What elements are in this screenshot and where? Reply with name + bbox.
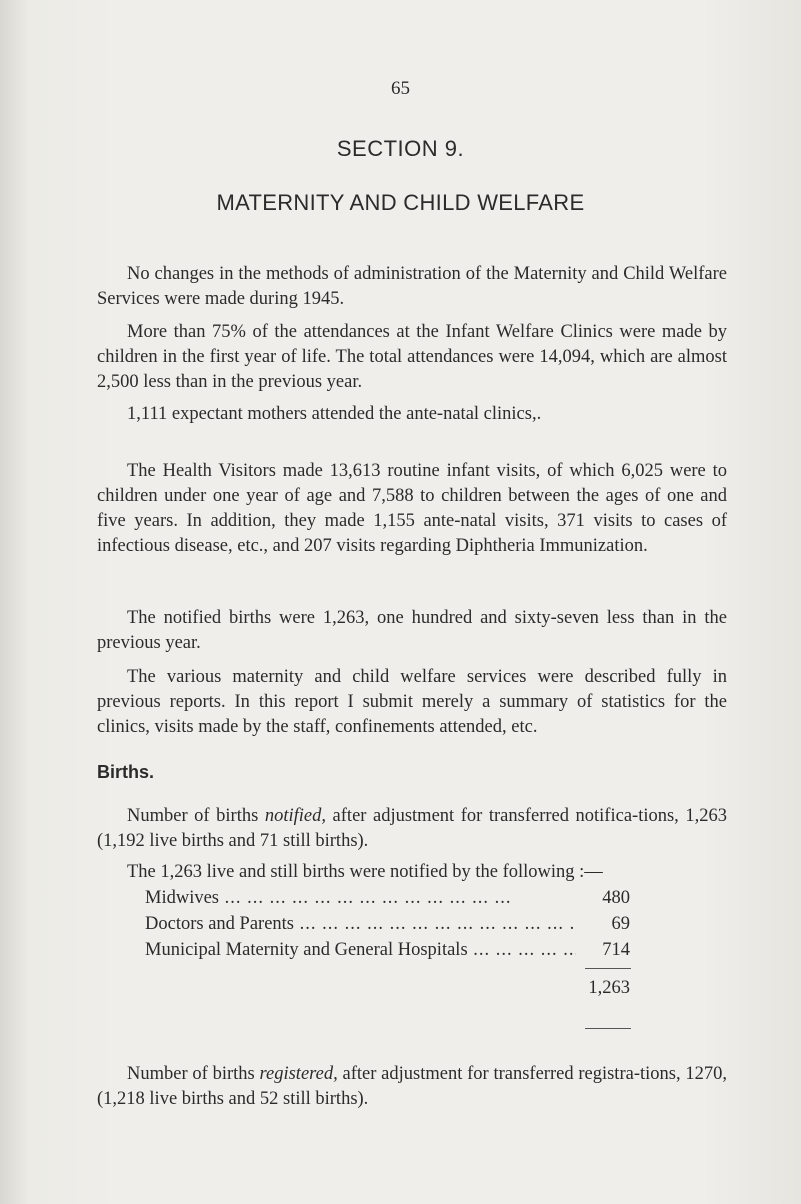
section-heading: SECTION 9. — [336, 136, 465, 161]
paragraph-notified-births — [97, 606, 727, 656]
emphasis-text: registered, — [259, 1064, 338, 1084]
paragraph-text: The Health Visitors made 13,613 routine infant visits, of which 6,025 were to children under one year of age and 7,588 to children between the ages of one and five years. In addition, they made 1,155 ante-natal visits, 371 visits to cases of infectious disease, etc., and 207 visits regarding Diphtheria Immunization. — [97, 461, 727, 556]
text-run: after adjustment for transferred registra-tions, 1270, (1,218 live births and 52 still births). — [97, 1064, 727, 1109]
page-title: MATERNITY AND CHILD WELFARE — [216, 190, 585, 215]
table-row — [145, 914, 630, 940]
total-rule-top — [585, 968, 631, 969]
text-run: Number of births — [127, 806, 265, 826]
paragraph-text: The various maternity and child welfare services were described fully in previous reports. In this report I submit merely a summary of statistics for the clinics, visits made by the staff, confinements attended, etc. — [97, 667, 727, 737]
row-label: Doctors and Parents ... . — [145, 914, 576, 940]
paragraph-text — [97, 804, 727, 854]
table-row — [145, 888, 630, 914]
row-label: Midwives ... . — [145, 888, 576, 914]
total-value: 1,263 — [588, 978, 630, 998]
paragraph-text: No changes in the methods of administration of the Maternity and Child Welfare Services were made during 1945. — [97, 264, 727, 309]
paragraph-administration — [97, 262, 727, 312]
row-value: 714 — [576, 940, 630, 966]
table-row — [145, 940, 630, 966]
paragraph-births-notified — [97, 804, 727, 854]
row-value: 480 — [576, 888, 630, 914]
paragraph-text: More than 75% of the attendances at the Infant Welfare Clinics were made by children in the first year of life. The total attendances were 14,094, which are almost 2,500 less than in the previous year. — [97, 322, 727, 392]
paragraph-text — [97, 1062, 727, 1112]
paragraph-expectant-mothers — [97, 402, 727, 427]
page-number: 65 — [391, 78, 410, 99]
paragraph-health-visitors — [97, 459, 727, 559]
notification-intro: The 1,263 live and still births were notified by the following :— — [127, 862, 603, 882]
text-run: after adjustment for transferred notifica-tions, 1,263 (1,192 live births and 71 still births). — [97, 806, 727, 851]
paragraph-text: The notified births were 1,263, one hundred and sixty-seven less than in the previous year. — [97, 608, 727, 653]
row-value: 69 — [576, 914, 630, 940]
paragraph-services — [97, 665, 727, 740]
paragraph-births-registered — [97, 1062, 727, 1112]
text-run: Number of births — [127, 1064, 260, 1084]
emphasis-text: notified, — [264, 806, 326, 826]
paragraph-attendances — [97, 320, 727, 395]
total-rule-bottom — [585, 1028, 631, 1029]
births-heading: Births. — [97, 762, 155, 782]
row-label: Municipal Maternity and General Hospitals ... . — [145, 940, 576, 966]
paragraph-text: 1,111 expectant mothers attended the ante-natal clinics,. — [127, 404, 542, 424]
